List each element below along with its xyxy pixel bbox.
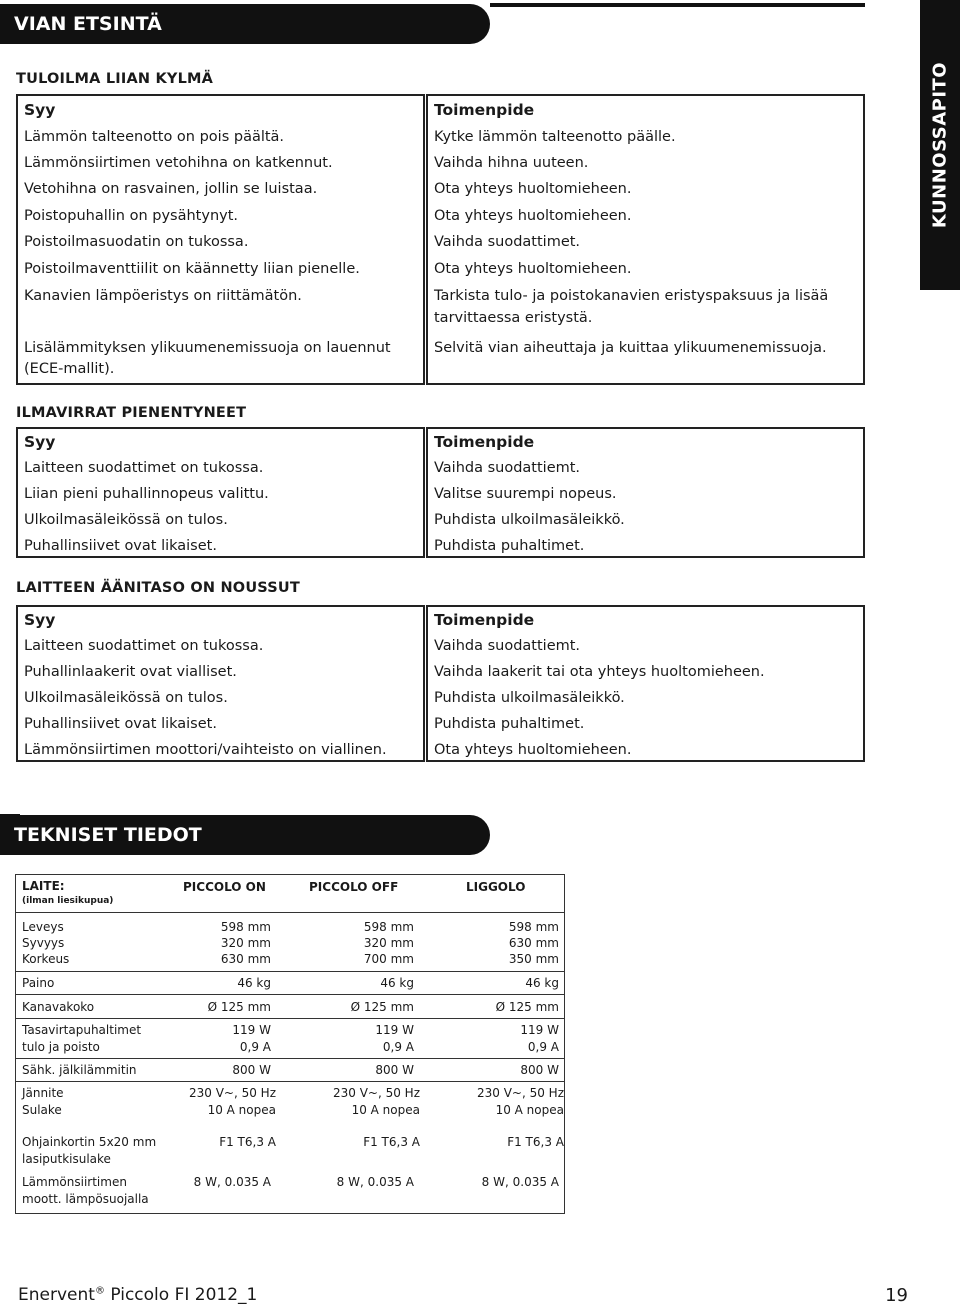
- action-item: Vaihda suodattiemt.: [434, 638, 581, 654]
- footer-reg-mark: ®: [94, 1285, 105, 1297]
- spec-value: 10 A nopea: [207, 1103, 276, 1117]
- side-tab-label: KUNNOSSAPITO: [929, 61, 951, 229]
- spec-value: F1 T6,3 A: [507, 1135, 564, 1149]
- spec-value: 119 W: [375, 1023, 414, 1037]
- cause-item: (ECE-mallit).: [24, 361, 115, 377]
- action-item: Puhdista puhaltimet.: [434, 716, 585, 732]
- spec-value: 800 W: [232, 1063, 271, 1077]
- cause-item: Kanavien lämpöeristys on riittämätön.: [24, 288, 302, 304]
- spec-value: F1 T6,3 A: [219, 1135, 276, 1149]
- footer-doc-title: [18, 1285, 257, 1305]
- spec-label: Sähk. jälkilämmitin: [22, 1063, 137, 1077]
- spec-value: 119 W: [232, 1023, 271, 1037]
- action-item: Valitse suurempi nopeus.: [434, 486, 617, 502]
- action-box-1: [426, 94, 865, 385]
- cause-item: Laitteen suodattimet on tukossa.: [24, 460, 264, 476]
- spec-value: 8 W, 0.035 A: [193, 1175, 271, 1189]
- spec-value: 230 V~, 50 Hz: [332, 1086, 420, 1100]
- action-item: Vaihda laakerit tai ota yhteys huoltomieheen.: [434, 664, 765, 680]
- spec-value: 598 mm: [508, 920, 559, 934]
- spec-label: moott. lämpösuojalla: [22, 1192, 149, 1206]
- cause-heading: Syy: [24, 433, 56, 451]
- action-item: Puhdista ulkoilmasäleikkö.: [434, 690, 625, 706]
- action-heading: Toimenpide: [434, 101, 535, 119]
- cause-heading: Syy: [24, 611, 56, 629]
- cause-box-2: [16, 427, 425, 558]
- section-header-tekniset-tiedot: TEKNISET TIEDOT: [0, 815, 490, 855]
- spec-divider: [16, 994, 564, 995]
- spec-value: Ø 125 mm: [495, 1000, 559, 1014]
- action-item: Ota yhteys huoltomieheen.: [434, 261, 632, 277]
- spec-value: 8 W, 0.035 A: [481, 1175, 559, 1189]
- cause-item: Puhallinsiivet ovat likaiset.: [24, 538, 217, 554]
- spec-value: 630 mm: [508, 936, 559, 950]
- spec-divider: [16, 971, 564, 972]
- spec-table: [15, 874, 565, 1214]
- action-item: Selvitä vian aiheuttaja ja kuittaa ylikuumenemissuoja.: [434, 340, 827, 356]
- cause-box-1: [16, 94, 425, 385]
- spec-value: 0,9 A: [527, 1040, 559, 1054]
- spec-value: 320 mm: [363, 936, 414, 950]
- footer-brand: Enervent: [18, 1285, 95, 1305]
- footer-text: Piccolo FI 2012_1: [104, 1285, 258, 1305]
- spec-value: 320 mm: [220, 936, 271, 950]
- spec-label: Kanavakoko: [22, 1000, 95, 1014]
- spec-value: 0,9 A: [239, 1040, 271, 1054]
- spec-value: 10 A nopea: [495, 1103, 564, 1117]
- spec-value: 10 A nopea: [351, 1103, 420, 1117]
- page-number: 19: [885, 1285, 908, 1306]
- cause-box-3: [16, 605, 425, 762]
- header-rule: [490, 3, 865, 7]
- cause-item: Poistoilmasuodatin on tukossa.: [24, 234, 249, 250]
- spec-divider: [16, 1081, 564, 1082]
- spec-device-label: LAITE:: [22, 879, 65, 893]
- spec-value: Ø 125 mm: [207, 1000, 271, 1014]
- spec-value: 800 W: [520, 1063, 559, 1077]
- spec-device-sub: (ilman liesikupua): [22, 896, 114, 906]
- spec-label: Ohjainkortin 5x20 mm: [22, 1135, 157, 1149]
- action-item: Vaihda hihna uuteen.: [434, 155, 589, 171]
- spec-value: 46 kg: [380, 976, 414, 990]
- action-item: Ota yhteys huoltomieheen.: [434, 181, 632, 197]
- cause-item: Laitteen suodattimet on tukossa.: [24, 638, 264, 654]
- spec-label: Syvyys: [22, 936, 65, 950]
- action-item: Puhdista puhaltimet.: [434, 538, 585, 554]
- cause-item: Poistoilmaventtiilit on käännetty liian pienelle.: [24, 261, 360, 277]
- spec-label: tulo ja poisto: [22, 1040, 100, 1054]
- cause-item: Lämmönsiirtimen vetohihna on katkennut.: [24, 155, 333, 171]
- cause-item: Liian pieni puhallinnopeus valittu.: [24, 486, 269, 502]
- spec-label: Sulake: [22, 1103, 62, 1117]
- cause-item: Lisälämmityksen ylikuumenemissuoja on lauennut: [24, 340, 391, 356]
- spec-divider: [16, 1018, 564, 1019]
- spec-value: 598 mm: [220, 920, 271, 934]
- spec-label: Jännite: [22, 1086, 64, 1100]
- spec-value: 230 V~, 50 Hz: [188, 1086, 276, 1100]
- cause-item: Lämmönsiirtimen moottori/vaihteisto on viallinen.: [24, 742, 387, 758]
- spec-label: Leveys: [22, 920, 64, 934]
- cause-item: Puhallinsiivet ovat likaiset.: [24, 716, 217, 732]
- action-box-3: [426, 605, 865, 762]
- spec-col-header: LIGGOLO: [466, 880, 526, 894]
- action-item: Vaihda suodattimet.: [434, 234, 581, 250]
- cause-item: Puhallinlaakerit ovat vialliset.: [24, 664, 237, 680]
- action-box-2: [426, 427, 865, 558]
- spec-value: 700 mm: [363, 952, 414, 966]
- spec-value: 630 mm: [220, 952, 271, 966]
- spec-value: 800 W: [375, 1063, 414, 1077]
- cause-item: Vetohihna on rasvainen, jollin se luistaa.: [24, 181, 318, 197]
- spec-value: 46 kg: [525, 976, 559, 990]
- action-heading: Toimenpide: [434, 433, 535, 451]
- cause-item: Lämmön talteenotto on pois päältä.: [24, 129, 285, 145]
- action-item: Kytke lämmön talteenotto päälle.: [434, 129, 676, 145]
- action-item: Puhdista ulkoilmasäleikkö.: [434, 512, 625, 528]
- cause-item: Poistopuhallin on pysähtynyt.: [24, 208, 239, 224]
- spec-value: 46 kg: [237, 976, 271, 990]
- action-item: Tarkista tulo- ja poistokanavien eristyspaksuus ja lisää: [434, 288, 829, 304]
- action-heading: Toimenpide: [434, 611, 535, 629]
- spec-col-header: PICCOLO OFF: [309, 880, 399, 894]
- cause-item: Ulkoilmasäleikössä on tulos.: [24, 690, 228, 706]
- spec-label: Paino: [22, 976, 55, 990]
- action-item: Ota yhteys huoltomieheen.: [434, 742, 632, 758]
- spec-value: 8 W, 0.035 A: [336, 1175, 414, 1189]
- spec-value: F1 T6,3 A: [363, 1135, 420, 1149]
- side-tab: [920, 0, 960, 290]
- section-header-vian-etsinta: VIAN ETSINTÄ: [0, 4, 490, 44]
- header-rule: [0, 814, 20, 818]
- spec-divider: [16, 1058, 564, 1059]
- action-item: Ota yhteys huoltomieheen.: [434, 208, 632, 224]
- spec-value: 598 mm: [363, 920, 414, 934]
- section-title-ilmavirrat: ILMAVIRRAT PIENENTYNEET: [16, 405, 247, 421]
- spec-col-header: PICCOLO ON: [183, 880, 266, 894]
- section-title-tuloilma: TULOILMA LIIAN KYLMÄ: [16, 71, 214, 87]
- spec-label: Tasavirtapuhaltimet: [22, 1023, 142, 1037]
- spec-value: Ø 125 mm: [350, 1000, 414, 1014]
- cause-heading: Syy: [24, 101, 56, 119]
- spec-value: 350 mm: [508, 952, 559, 966]
- cause-item: Ulkoilmasäleikössä on tulos.: [24, 512, 228, 528]
- spec-value: 230 V~, 50 Hz: [476, 1086, 564, 1100]
- action-item: Vaihda suodattiemt.: [434, 460, 581, 476]
- spec-label: Lämmönsiirtimen: [22, 1175, 127, 1189]
- spec-value: 0,9 A: [382, 1040, 414, 1054]
- action-item: tarvittaessa eristystä.: [434, 310, 593, 326]
- spec-value: 119 W: [520, 1023, 559, 1037]
- spec-label: Korkeus: [22, 952, 70, 966]
- spec-divider: [16, 912, 564, 913]
- section-title-aanitaso: LAITTEEN ÄÄNITASO ON NOUSSUT: [16, 580, 300, 596]
- spec-label: lasiputkisulake: [22, 1152, 111, 1166]
